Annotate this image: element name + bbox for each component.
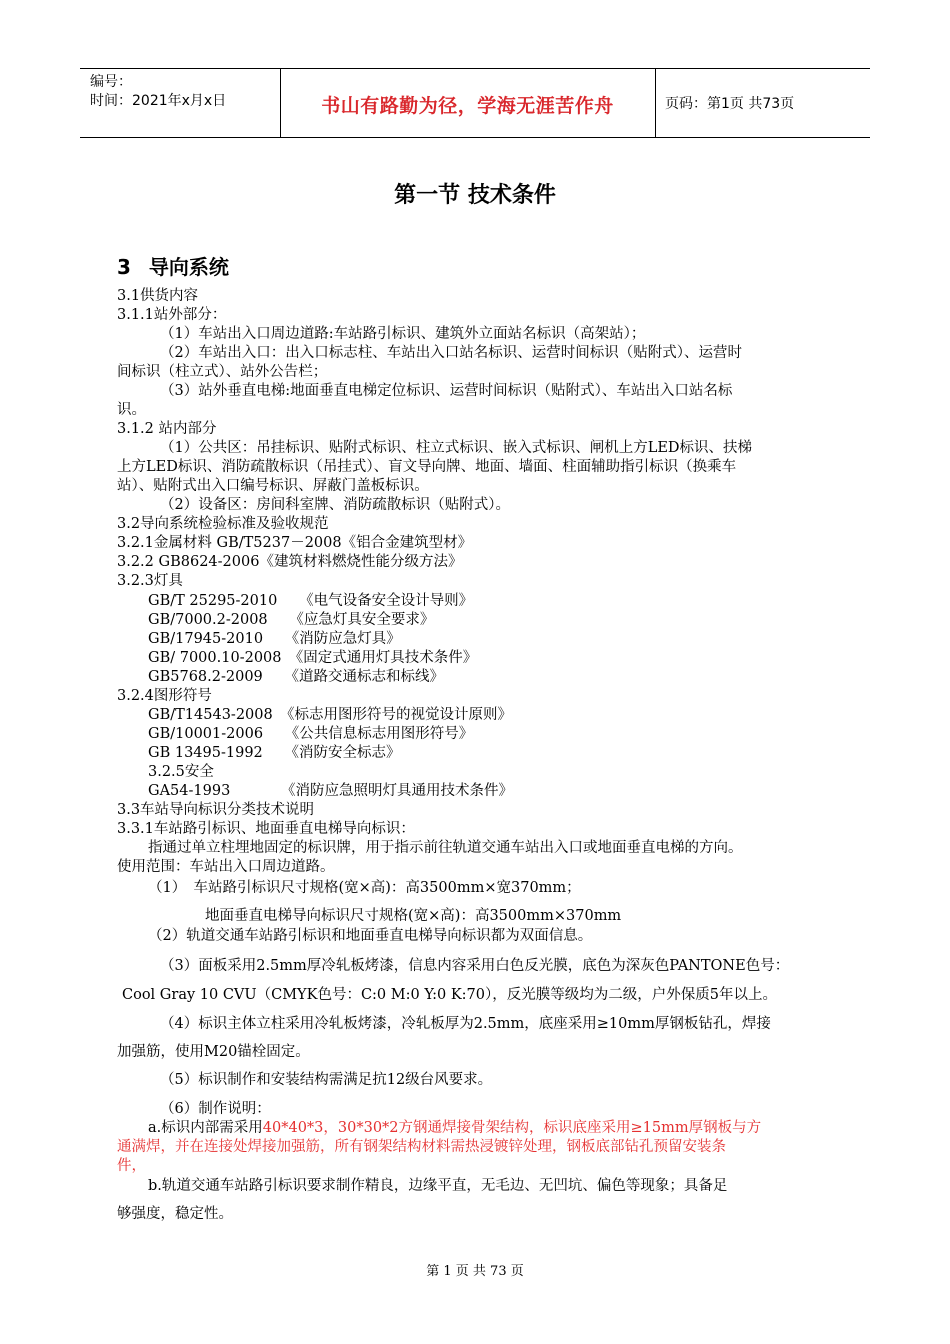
page-footer: 第 1 页 共 73 页 — [426, 1264, 524, 1279]
text-line: 3.3.1车站路引标识、地面垂直电梯导向标识： — [117, 821, 415, 837]
text-line: （1） 车站路引标识尺寸规格(宽×高)：高3500mm×宽370mm； — [148, 880, 581, 896]
text-line: （3）站外垂直电梯:地面垂直电梯定位标识、运营时间标识（贴附式）、车站出入口站名标 — [160, 383, 733, 399]
text-line: 识。 — [117, 402, 146, 418]
header-motto: 书山有路勤为径，学海无涯苦作舟 — [321, 95, 614, 117]
text-line: GB/7000.2-2008 《应急灯具安全要求》 — [148, 612, 435, 628]
text-line: Cool Gray 10 CVU（CMYK色号：C:0 M:0 Y:0 K:70），反光膜等级均为二级，户外保质5年以上。 — [122, 987, 777, 1003]
text-line: 3.2.3灯具 — [117, 573, 183, 589]
text-line: 3.3车站导向标识分类技术说明 — [117, 802, 315, 818]
text-line: GB/17945-2010 《消防应急灯具》 — [148, 631, 401, 647]
highlighted-text: 40*40*3，30*30*2方钢通焊接骨架结构，标识底座采用≥15mm厚钢板与方 — [262, 1120, 762, 1136]
text-line: 3.2.2 GB8624-2006《建筑材料燃烧性能分级方法》 — [117, 554, 463, 570]
text-line: GB/T14543-2008 《标志用图形符号的视觉设计原则》 — [148, 707, 512, 723]
header-divider — [655, 69, 656, 137]
text-line: 3.1供货内容 — [117, 288, 199, 304]
text-line: 3.2导向系统检验标准及验收规范 — [117, 516, 329, 532]
text-line: GB 13495-1992 《消防安全标志》 — [148, 745, 401, 761]
header-left — [90, 73, 226, 111]
text-line: （1）公共区：吊挂标识、贴附式标识、柱立式标识、嵌入式标识、闸机上方LED标识、扶梯 — [160, 440, 753, 456]
doc-number-label: 编号： — [90, 74, 132, 90]
text-line: （2）轨道交通车站路引标识和地面垂直电梯导向标识都为双面信息。 — [148, 928, 593, 944]
text-line: 上方LED标识、消防疏散标识（吊挂式）、盲文导向牌、地面、墙面、柱面辅助指引标识（换乘车 — [117, 459, 737, 475]
section-name: 导向系统 — [148, 255, 229, 279]
text-line: （1）车站出入口周边道路:车站路引标识、建筑外立面站名标识（高架站）； — [160, 326, 646, 342]
text-line: （2）车站出入口：出入口标志柱、车站出入口站名标识、运营时间标识（贴附式）、运营时 — [160, 345, 742, 361]
text-line: GB/ 7000.10-2008 《固定式通用灯具技术条件》 — [148, 650, 478, 666]
text-line: GB5768.2-2009 《道路交通标志和标线》 — [148, 669, 445, 685]
text-line: 指通过单立柱埋地固定的标识牌，用于指示前往轨道交通车站出入口或地面垂直电梯的方向。 — [148, 840, 743, 856]
text-line: 3.2.4图形符号 — [117, 688, 212, 704]
text-line: 间标识（柱立式）、站外公告栏； — [117, 364, 328, 380]
text-line: （6）制作说明： — [160, 1101, 271, 1117]
doc-time-label: 时间：2021年x月x日 — [90, 93, 227, 109]
highlighted-text-line: 通满焊，并在连接处焊接加强筋，所有钢架结构材料需热浸镀锌处理，钢板底部钻孔预留安装条 — [117, 1139, 726, 1155]
text-line: 站）、贴附式出入口编号标识、屏蔽门盖板标识。 — [117, 478, 429, 494]
text-line: 3.2.5安全 — [148, 764, 214, 780]
text-line: （5）标识制作和安装结构需满足抗12级台风要求。 — [160, 1072, 493, 1088]
header-page-label: 页码：第1页 共73页 — [665, 96, 795, 112]
page-header — [80, 68, 870, 138]
text-fragment: a.标识内部需采用 — [148, 1120, 263, 1136]
text-line: 使用范围：车站出入口周边道路。 — [117, 859, 335, 875]
text-line: 够强度，稳定性。 — [117, 1206, 233, 1222]
text-line: GB/10001-2006 《公共信息标志用图形符号》 — [148, 726, 474, 742]
text-line: GA54-1993 《消防应急照明灯具通用技术条件》 — [148, 783, 514, 799]
text-line — [148, 1119, 761, 1138]
text-line: （4）标识主体立柱采用冷轧板烤漆，冷轧板厚为2.5mm，底座采用≥10mm厚钢板钻孔，焊接 — [160, 1016, 771, 1032]
section-number: 3 — [117, 255, 131, 279]
section-heading — [117, 251, 229, 280]
text-line: 3.2.1金属材料 GB/T5237－2008《铝合金建筑型材》 — [117, 535, 473, 551]
text-line: 3.1.1站外部分： — [117, 307, 227, 323]
text-line: GB/T 25295-2010 《电气设备安全设计导则》 — [148, 593, 474, 609]
text-line: b.轨道交通车站路引标识要求制作精良，边缘平直，无毛边、无凹坑、偏色等现象；具备足 — [148, 1178, 728, 1194]
page-title: 第一节 技术条件 — [394, 183, 556, 208]
highlighted-text-line: 件， — [117, 1158, 146, 1174]
text-line: （2）设备区：房间科室牌、消防疏散标识（贴附式）。 — [160, 497, 510, 513]
text-line: 地面垂直电梯导向标识尺寸规格(宽×高)：高3500mm×370mm — [205, 908, 622, 924]
text-line: 加强筋，使用M20锚栓固定。 — [117, 1044, 310, 1060]
text-line: 3.1.2 站内部分 — [117, 421, 217, 437]
text-line: （3）面板采用2.5mm厚冷轧板烤漆，信息内容采用白色反光膜，底色为深灰色PANTONE色号： — [160, 958, 790, 974]
